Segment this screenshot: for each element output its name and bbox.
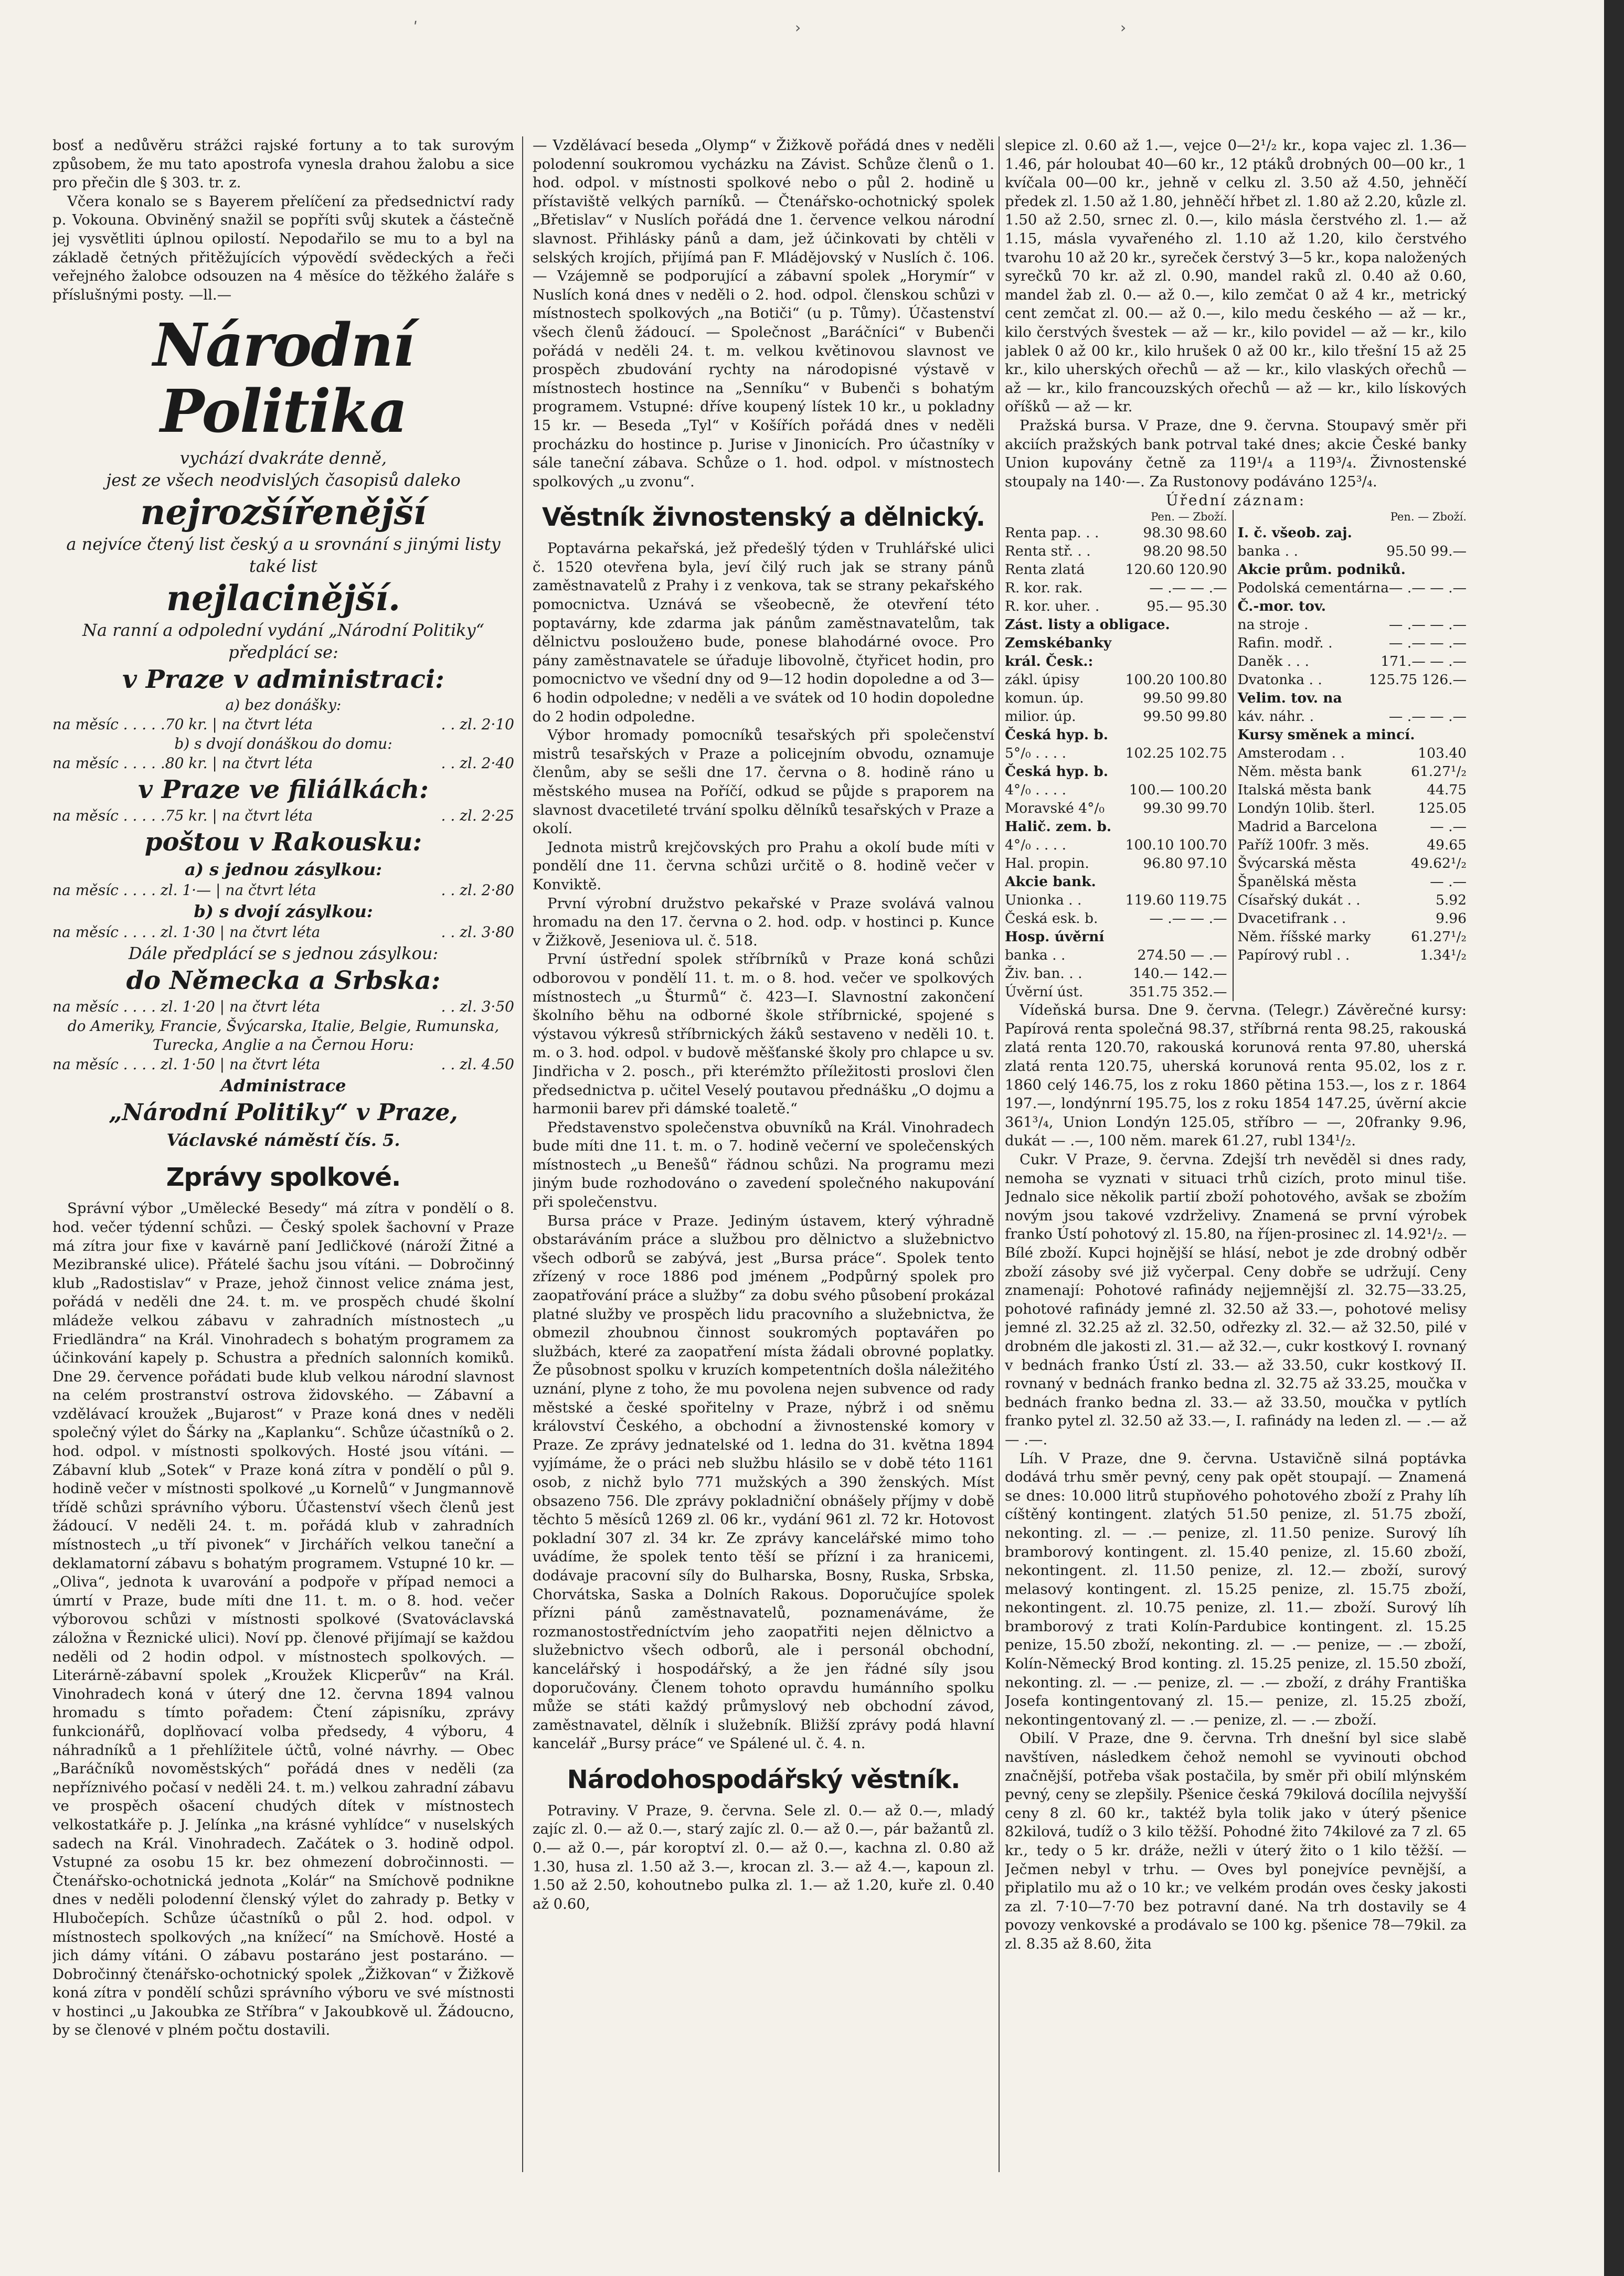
article-text: Líh. V Praze, dne 9. června. Ustavičně silná poptávka dodává trhu směr pevný, ceny pak opět stoupají. — Znamená se dnes: 10.000 litrů stupňového pohotového zboží z Prahy líh cíštěný kontingent. zlatých 51.50 penize, zl. 51.75 zboží, nekonting. zl. — .— penize, zl. 11.50 penize. Surový líh bramborový kontingent. zl. 15.40 penize, zl. 15.60 zboží, nekontingent. zl. 11.50 penize, zl. 12.— zboží, surový melasový kontingent. zl. 15.25 penize, zl. 15.75 zboží, nekontingent. zl. 10.75 penize, zl. 11.— zboží. Surový líh bramborový z trati Kolín-Pardubice kontingent. zl. 15.25 penize, 15.50 zboží, nekonting. zl. — .— penize, — .— zboží, Kolín-Německý Brod konting. zl. 15.25 penize, zl. 15.50 zboží, nekonting. zl. — .— penize, zl. — .— zboží, z dráhy Františka Josefa kontingentovaný zl. 15.— penize, zl. 15.25 zboží, nekontingentovaný zl. — .— penize, zl. — .— zboží. xyxy=(1005,1450,1467,1728)
table-row xyxy=(1238,652,1467,671)
table-cell-name: Zemskébanky xyxy=(1005,635,1112,652)
table-row xyxy=(1238,836,1467,854)
table-cell-name: komun. úp. xyxy=(1005,690,1084,707)
ad-subheading: b) s dvojí zásylkou: xyxy=(194,901,373,922)
table-cell-values: — .— — .— xyxy=(1388,635,1467,652)
table-cell-name: Něm. říšské marky xyxy=(1237,929,1371,945)
article-text: Potraviny. V Praze, 9. června. Sele zl. 0.— až 0.—, mladý zajíc zl. 0.— až 0.—, starý zajíc zl. 0.— až 0.—, pár bažantů zl. 0.— až 0.—, pár koroptví zl. 0.— až 0.—, kachna zl. 0.80 až 1.30, husa zl. 1.50 až 3.—, krocan zl. 3.— až 4.—, kapoun zl. 1.50 až 2.50, kohoutnebo pulka zl. 1.— až 1.20, kuře zl. 0.40 až 0.60, xyxy=(533,1802,994,1912)
table-cell-name: Renta zlatá xyxy=(1005,561,1085,578)
table-row xyxy=(1238,781,1467,799)
table-row xyxy=(1005,762,1227,781)
page-top-marks xyxy=(0,19,1606,40)
table-row xyxy=(1005,707,1227,726)
column-1 xyxy=(52,136,514,2172)
table-cell-values: 44.75 xyxy=(1427,782,1467,799)
table-cell-values: 125.75 126.— xyxy=(1368,672,1467,688)
table-row xyxy=(1005,817,1227,836)
ad-subheading: a) bez donášky: xyxy=(225,696,342,714)
exchange-table-right xyxy=(1233,510,1467,1001)
table-cell-name: Č.-mor. tov. xyxy=(1237,598,1326,615)
article-text: Jednota mistrů krejčovských pro Prahu a okolí bude míti v pondělí dne 11. června schůzi určitě o 8. hodině večer v Konviktě. xyxy=(533,838,994,893)
price-row: na měsíc . . . . .80 kr. | na čtvrt léta . . zl. 2·40 xyxy=(52,754,514,772)
table-cell-name: Dvacetifrank . . xyxy=(1237,910,1346,927)
table-cell-name: Paříž 100fr. 3 měs. xyxy=(1237,837,1370,854)
table-cell-name: Hal. propin. xyxy=(1005,855,1089,872)
column-rule xyxy=(999,136,1000,2172)
price-row: na měsíc . . . . .70 kr. | na čtvrt léta . . zl. 2·10 xyxy=(52,716,514,733)
ad-text: jest ze všech neodvislých časopisů daleko xyxy=(106,470,461,491)
table-cell-values: 5.92 xyxy=(1435,892,1467,909)
table-cell-name: Česká hyp. b. xyxy=(1005,727,1109,743)
article-text: Pražská bursa. V Praze, dne 9. června. Stoupavý směr při akciích pražských bank potrval také dnes; akcie České banky Union kupovány četně za 119¹/₄ a 119³/₄. Živnostenské stoupaly na 140·—. Za Rustonovy podáváno 125³/₄. xyxy=(1005,417,1467,490)
table-row xyxy=(1005,542,1227,560)
ad-heading: v Praze ve filiálkách: xyxy=(138,775,429,805)
table-row xyxy=(1005,560,1227,579)
table-row xyxy=(1238,634,1467,652)
table-cell-values: 95.50 99.— xyxy=(1386,543,1467,560)
table-cell-values: 103.40 xyxy=(1418,745,1467,762)
column-rule xyxy=(522,136,523,2172)
table-row xyxy=(1005,781,1227,799)
table-cell-name: milior. úp. xyxy=(1005,708,1076,725)
table-row xyxy=(1005,726,1227,744)
article-text: Včera konalo se s Bayerem přelíčení za předsednictví rady p. Vokouna. Obviněný snažil se popříti svůj skutek a částečně jej vysvětliti úplnou opilostí. Nepodařilo se mu to a byl na základě četných přitěžujících výpovědí svědeckých a řeči veřejného žalobce odsouzen na 4 měsíce do těžkého žaláře s příslušnými posty. —ll.— xyxy=(52,193,514,303)
table-row xyxy=(1238,671,1467,689)
table-cell-name: na stroje . xyxy=(1237,616,1309,633)
table-cell-values: 140.— 142.— xyxy=(1133,965,1227,982)
table-row xyxy=(1005,928,1227,946)
table-row xyxy=(1005,615,1227,634)
table-cell-values: 274.50 — .— xyxy=(1137,947,1227,964)
article-text: Správní výbor „Umělecké Besedy“ má zítra v pondělí o 8. hod. večer týdenní schůzi. — Český spolek šachovní v Praze má zítra jour fixe v kavárně paní Jedličkové (nároží Žitné a Mezibranské ulice). Přátelé šachu jsou vítáni. — Dobročinný klub „Radostislav“ v Praze, jehož činnost velice známa jest, pořádá v neděli dne 24. t. m. ve prospěch chudé školní mládeže velkou zábavu v zahradních místnostech „u Friedländra“ na Král. Vinohradech s bohatým programem za účinkování kapely p. Schustra a předních salonních komiků. Dne 29. července pořádati bude klub velkou národní slavnost na celém prostranství ostrova židovského. — Zábavní a vzdělávací kroužek „Bujarost“ v Praze koná dnes v neděli společný výlet do Šárky na „Kaplanku“. Schůze účastníků o 2. hod. odpol. v místnosti spolkových. Hosté jsou vítáni. — Zábavní klub „Sotek“ v Praze koná zítra v pondělí o půl 9. hodině večer v místnosti spolkové „u Kornelů“ v Jungmannově třídě schůzi správního výboru. Účastenství všech členů jest žádoucí. V neděli 24. t. m. pořádá klub v zahradních místnostech „u tří pivonek“ v Jirchářích velkou taneční a deklamatorní zábavu s bohatým programem. Vstupné 10 kr. — „Oliva“, jednota k uvarování a podpoře v případ nemoci a úmrtí v Praze, bude míti dne 11. t. m. o 8. hod. večer výborovou schůzi v místnosti spolkové (Svatováclavská záložna v Řeznické ulici). Noví pp. členové přijímají se každou neděli od 2 hodin odpol. v místnostech spolkových. — Literárně-zábavní spolek „Kroužek Klicperův“ na Král. Vinohradech koná v úterý dne 12. června 1894 valnou hromadu s tímto pořadem: Čtení zápisníku, zprávy funkcionářů, doplňovací volba předsedy, 4 výboru, 4 náhradníků a 1 přehlížitele účtů, volné návrhy. — Obec „Baráčníků novoměstských“ pořádá dnes v neděli (za nepříznivého počasí v neděli 24. t. m.) velkou zahradní zábavu ve prospěch ošacení chudých dítek v místnostech velkostatkáře p. J. Jelínka „na krásné vyhlídce“ v nuselských sadech na Král. Vinohradech. Začátek o 3. hodině odpol. Vstupné za osobu 15 kr. bez ohmezení dobročinnosti. — Čtenářsko-ochotnická jednota „Kolár“ na Smíchově podniknе dnes v neděli polodenní členský výlet do zahrady p. Betky v Hlubočepích. Schůze účastníků o půl 2. hod. odpol. v místnostech spolkových „na knížecí“ na Smíchově. Hosté a jich dámy vítáni. O zábavu postaráno jest postaráno. — Dobročinný čtenářsko-ochotnický spolek „Žižkovan“ v Žižkově koná zítra v pondělí schůzi správního výboru ve své místnosti v hostinci „u Jakoubka ze Stříbra“ v Jakoubkově ul. Žádoucno, by se členové v plném počtu dostavili. xyxy=(52,1200,514,2039)
table-cell-values: 99.50 99.80 xyxy=(1143,690,1227,707)
table-cell-values: — .— — .— xyxy=(1149,910,1227,927)
table-cell-name: Amsterodam . . xyxy=(1237,745,1345,762)
subscription-advertisement xyxy=(52,313,514,1151)
table-cell-name: Španělská města xyxy=(1237,874,1357,890)
table-row xyxy=(1238,597,1467,615)
table-row xyxy=(1238,524,1467,542)
table-row xyxy=(1005,873,1227,891)
table-cell-name: Švýcarská města xyxy=(1237,855,1356,872)
table-cell-values: 125.05 xyxy=(1418,800,1467,817)
top-mark: › xyxy=(795,19,801,36)
table-cell-values: — .— xyxy=(1430,818,1467,835)
ad-headline: nejrozšířenější xyxy=(140,492,427,533)
table-cell-name: káv. náhr. . xyxy=(1237,708,1314,725)
article-text: První ústřední spolek stříbrníků v Praze koná schůzi odborovou v pondělí 11. t. m. o 8. hod. večer ve spolkových místnostech „u Šturmů“ č. 423—I. Slavnostní zakončení školního běhu na odborné škole stříbrnické, spojené s výstavou výkresů stříbrnických žáků sestaveno v neděli 10. t. m. o 3. hod. odpol. v budově měšťanské školy pro chlapce u sv. Jindřicha v 2. posch., při kterémžto příležitosti proslovi člen předsednictva p. učitel Veselý poutavou přednášku „O dojmu a harmonii barev při dámské toaletě.“ xyxy=(533,951,994,1118)
price-row: na měsíc . . . . zl. 1·— | na čtvrt léta . . zl. 2·80 xyxy=(52,881,514,899)
table-row xyxy=(1238,928,1467,946)
table-cell-name: I. č. všeob. zaj. xyxy=(1237,525,1352,541)
ad-text: Dále předplácí se s jednou zásylkou: xyxy=(128,943,439,964)
table-cell-name: Hosp. úvěrní xyxy=(1005,929,1105,945)
table-cell-name: Madrid a Barcelona xyxy=(1237,818,1377,835)
table-cell-values: 99.30 99.70 xyxy=(1143,800,1227,817)
table-cell-values: 99.50 99.80 xyxy=(1143,708,1227,725)
ad-subheading: a) s jednou zásylkou: xyxy=(185,859,382,880)
table-row xyxy=(1005,836,1227,854)
table-cell-name: Dvatonka . . xyxy=(1237,672,1322,688)
table-cell-values: 1.34¹/₂ xyxy=(1419,947,1467,964)
table-cell-values: 100.10 100.70 xyxy=(1125,837,1227,854)
ad-text: do Ameriky, Francie, Švýcarska, Italie, Belgie, Rumunska, Turecka, Anglie a na Černou Horu: xyxy=(67,1017,500,1054)
table-cell-values: 49.65 xyxy=(1427,837,1467,854)
table-row xyxy=(1005,799,1227,817)
article-text: Obilí. V Praze, dne 9. června. Trh dnešní byl sice slabě navštíven, následkem čehož nemohl se vyvinouti obchod značnější, potřeba však postačila, by směr při obilí mlýnském pevný, ceny se zlepšily. Pšenice česká 79kilová docílila nejvyšší ceny 8 zl. 60 kr., taktéž byla tolik jako v úterý pšenice 82kilová, tudíž o 3 kilo těžší. Pohodné žito 74kilové za 7 zl. 65 kr., tedy o 5 kr. dráže, nežli v úterý žito o 1 kilo těžší. — Ječmen nebyl v trhu. — Oves byl ponejvíce pevnější, a připlatilo mu až o 10 kr.; ve velkém prodán oves česky jakosti za zl. 7·10—7·70 bez potravní dané. Na trh dostavily se 4 povozy venkovské a prodávalo se 100 kg. pšenice 78—79kil. za zl. 8.35 až 8.60, žita xyxy=(1005,1730,1467,1952)
price-row: na měsíc . . . . zl. 1·30 | na čtvrt léta . . zl. 3·80 xyxy=(52,923,514,941)
table-cell-name: R. kor. rak. xyxy=(1005,580,1083,597)
table-row xyxy=(1005,634,1227,652)
article-text: bosť a nedůvěru strážci rajské fortuny a to tak surovým způsobem, že mu tato apostrofa vynesla drahou žalobu a sice pro přečin dle § 303. tr. z. xyxy=(52,137,514,192)
table-cell-name: Londýn 10lib. šterl. xyxy=(1237,800,1375,817)
article-text: Cukr. V Praze, 9. června. Zdejší trh nevěděl si dnes rady, nemoha se vyznati v situaci trhů cizích, proto minul tiše. Jednalo sice několik partií zboží pohotového, avšak se zbožím novým jsou takové vzdrželivy. Znamená se první výrobek franko Ústí pohotový zl. 15.80, na říjen-prosinec zl. 14.92¹/₂. — Bílé zboží. Kupci hojnější se hlásí, nebot je zde drobný odběr zboží zásoby své již vyčerpal. Ceny dobře se udržují. Ceny znamenají: Pohotové rafinády nejjemnější zl. 32.75—33.25, pohotové rafinády jemné zl. 32.50 až 33.—, pohotové melisy jemné zl. 32.25 až zl. 32.50, odřezky zl. 32.— až 32.50, pilé v drobném dle jakosti zl. 31.— až 32.—, cukr kostkový I. rovnaný v bednách franko Ústí zl. 33.— až 33.50, cukr kostkový II. rovnaný v bednách franko bedna zl. 32.75 až 33.25, moučka v bednách franko bedna zl. 33.— až 33.50, moučka v pytlích franko pytel zl. 32.50 až 33.—, I. rafinády na leden zl. — .— až — .—. xyxy=(1005,1151,1467,1448)
ad-heading: poštou v Rakousku: xyxy=(144,827,422,857)
table-row xyxy=(1005,891,1227,909)
article-text: Poptavárna pekařská, jež předešlý týden v Truhlářské ulici č. 1520 otevřena byla, jeví čilý ruch jak se strany pánů zaměstnavatelů z Prahy i z venkova, tak se strany pekařského pomocnictva. Uznává se všeobecně, že otevření této poptavárny, kde zdarma jak pánům zaměstnavatelům, tak dělnictvu posloužено bude, ponese blahodárné ovoce. Pro pány zaměstnavatele se úřaduje libovolně, čtyřicet hodin, pro pomocnictvo ve všední dny od 9—12 hodin dopoledne a od 3—6 hodin odpoledne; v neděli a ve svátek od 10 hodin dopoledne do 2 hodin odpoledne. xyxy=(533,540,994,725)
table-row xyxy=(1238,560,1467,579)
price-row: na měsíc . . . . zl. 1·20 | na čtvrt léta . . zl. 3·50 xyxy=(52,998,514,1016)
table-cell-values: 100.20 100.80 xyxy=(1125,672,1227,688)
table-cell-name: Akcie prům. podniků. xyxy=(1237,561,1406,578)
section-title: Věstník živnostenský a dělnický. xyxy=(542,503,985,533)
table-row xyxy=(1238,615,1467,634)
article-text: Bursa práce v Praze. Jediným ústavem, který výhradně obstaráváním práce a službou pro dělnictvo a služebnictvo všech odborů se zabývá, jest „Bursa práce“. Spolek tento zřízený v roce 1886 pod jménem „Podpůrný spolek pro zaopatřování práce a služby“ za dobu svého působení prokázal platné služby ve prospěch lidu pracovního a služebnictva, že obmezil zhoubnou činnost soukromých poptavářen po službách, které za zaopatření místa žádali obrovné poplatky. Že působnost spolku v kruzích kompetentních došla náležitého uznání, plyne z toho, že mu povolena nejen subvence od rady městské a české spořitelny v Praze, nýbrž i od sněmu království Českého, a obchodní a živnostenské komory v Praze. Ze zprávy jednatelské od 1. ledna do 31. května 1894 vyjímáme, že o práci neb službu hlásilo se v době této 1161 osob, z nichž bylo 771 mužských a 390 ženských. Míst obsazeno 756. Dle zprávy pokladniční obnášely příjmy v době těchto 5 měsíců 1269 zl. 06 kr., vydání 961 zl. 72 kr. Hotovost pokladní 307 zl. 34 kr. Ze zprávy kancelářské mimo toho uvádíme, že spolek tento těší se přízní i za hranicemi, dodávaje pracovní síly do Bulharska, Bosny, Ruska, Srbska, Chorvátska, Saska a Dolních Rakous. Doporučujíce spolek přízni pánů zaměstnavatelů, poznamenáváme, že rozmanostostředníctvím jeho zaopatřiti nejen dělnictvo a služebnictvo všech odborů, ale i personál obchodní, kancelářský i hospodářský, a že jen řádné síly jsou doporučovány. Členem tohoto opravdu humánního spolku může se státi každý průmyslový neb obchodní závod, zaměstnavatel, dělník i služebník. Bližší zprávy podá hlavní kancelář „Bursy práce“ ve Spálené ul. č. 4. n. xyxy=(533,1212,994,1752)
table-cell-values: 61.27¹/₂ xyxy=(1410,929,1467,945)
table-cell-name: Italská města bank xyxy=(1237,782,1371,799)
table-row xyxy=(1238,707,1467,726)
table-row xyxy=(1238,762,1467,781)
table-cell-values: 49.62¹/₂ xyxy=(1410,855,1467,872)
price-row: na měsíc . . . . zl. 1·50 | na čtvrt léta . . zl. 4.50 xyxy=(52,1056,514,1073)
table-cell-name: Rafin. modř. . xyxy=(1237,635,1333,652)
table-row xyxy=(1005,579,1227,597)
article-text: slepice zl. 0.60 až 1.—, vejce 0—2¹/₂ kr., kopa vajec zl. 1.36—1.46, pár holoubat 40—60 kr., 12 ptáků drobných 00—00 kr., 1 kvíčala 00—00 kr., jehně v celku zl. 3.50 až 4.50, jehněčí předek zl. 1.50 až 1.80, jehněčí hřbet zl. 1.80 až 2.20, kůzle zl. 1.50 až 2.50, srnec zl. 0.—, kilo másla čerstvého zl. 1.— až 1.15, másla vyvařeného zl. 1.10 až 1.20, kilo čerstvého tvarohu 10 až 20 kr., syreček čerstvý 3—5 kr., kopa naložených syrečků 70 kr. až zl. 0.90, mandel raků zl. 0.40 až 0.60, mandel žab zl. 0.— až 0.—, kilo zemčat 0 až 4 kr., metrický cent zemčat zl. 00.— až 0.—, kilo medu českého — až — kr., kilo čerstvých švestek — až — kr., kilo povidel — až — kr., kilo jablek 0 až 00 kr., kilo hrušek 0 až 00 kr., kilo třešní 15 až 25 kr., kilo uherských ořechů — až — kr., kilo vlaských ořechů — až — kr., kilo francouzských ořechů — až — kr., kilo lískových oříšků — až — kr. xyxy=(1005,137,1467,416)
ad-text: a nejvíce čtený list český a u srovnání s jinými listy také list xyxy=(66,534,501,577)
table-cell-name: Česká esk. b. xyxy=(1005,910,1098,927)
ad-address: Václavské náměstí čís. 5. xyxy=(166,1130,400,1151)
table-cell-name: Akcie bank. xyxy=(1005,874,1096,890)
table-cell-name: Renta stř. . . xyxy=(1005,543,1091,560)
ad-heading: „Národní Politiky“ v Praze, xyxy=(109,1099,458,1126)
table-subheader: Pen. — Zboží. xyxy=(1151,510,1227,524)
table-row xyxy=(1005,652,1227,671)
article-text: Představenstvo společenstva obuvníků na Král. Vinohradech bude míti dne 11. t. m. o 7. hodině večerní ve společenských místnostech „u Benešů“ řádnou schůzi. Na programu mezi jiným bude rozhodováno o zavedení společného nakupování při společenstvu. xyxy=(533,1119,994,1211)
table-row xyxy=(1005,597,1227,615)
table-cell-values: — .— xyxy=(1430,874,1467,890)
table-cell-name: Úvěrní úst. xyxy=(1005,984,1084,1001)
table-row xyxy=(1005,671,1227,689)
table-cell-values: 171.— — .— xyxy=(1381,653,1467,670)
table-row xyxy=(1238,542,1467,560)
top-mark: › xyxy=(1120,19,1127,36)
table-cell-name: Daněk . . . xyxy=(1237,653,1309,670)
table-cell-name: R. kor. uher. . xyxy=(1005,598,1100,615)
ad-text: vychází dvakráte denně, xyxy=(179,448,387,469)
section-title: Národohospodářský věstník. xyxy=(567,1764,960,1794)
table-row xyxy=(1238,909,1467,928)
table-row xyxy=(1005,744,1227,762)
ad-text: Na ranní a odpolední vydání „Národní Politiky“ předplácí se: xyxy=(82,620,484,663)
table-cell-values: 98.20 98.50 xyxy=(1143,543,1227,560)
table-row xyxy=(1238,854,1467,873)
table-cell-name: Halič. zem. b. xyxy=(1005,818,1112,835)
table-row xyxy=(1005,854,1227,873)
table-cell-name: Velim. tov. na xyxy=(1237,690,1342,707)
column-2 xyxy=(533,136,994,2172)
table-cell-values: 95.— 95.30 xyxy=(1147,598,1227,615)
table-cell-values: 120.60 120.90 xyxy=(1125,561,1227,578)
table-cell-name: Kursy směnek a mincí. xyxy=(1237,727,1415,743)
article-text: Vídeňská bursa. Dne 9. června. (Telegr.) Závěrečné kursy: Papírová renta společná 98.37, stříbrná renta 98.25, rakouská zlatá renta 120.70, rakouská korunová renta 97.80, uherská zlatá renta 120.75, uherská korunová renta 95.02, los z r. 1860 celý 146.75, los z roku 1860 pětina 153.—, los z r. 1864 197.—, londýnrní 195.75, los z roku 1854 147.25, úvěrní akcie 361³/₄, Union Londýn 125.05, stříbro — —, 20franky 9.96, dukát — .—, 100 něm. marek 61.27, rubl 134¹/₂. xyxy=(1005,1002,1467,1150)
exchange-table xyxy=(1005,510,1467,1001)
table-cell-values: — .— — .— xyxy=(1388,616,1467,633)
table-cell-values: — .— — .— xyxy=(1149,580,1227,597)
table-cell-name: Renta pap. . . xyxy=(1005,525,1099,541)
table-row xyxy=(1238,891,1467,909)
table-cell-name: 4°/₀ . . . . xyxy=(1005,782,1067,799)
ad-subheading: Administrace xyxy=(220,1076,346,1096)
table-cell-values: 119.60 119.75 xyxy=(1125,892,1227,909)
table-cell-name: král. Česk.: xyxy=(1005,653,1094,670)
article-text: Výbor hromady pomocníků tesařských při společenství mistrů tesařských v Praze a policejním obvodu, oznamuje členům, aby se sešli dne 17. června o 8. hodině ráno u městského musea na Poříčí, odkud se půjde s praporem na slavnost dvacetileté trvání spolku dělníků tesařských v Praze a okolí. xyxy=(533,727,994,837)
table-row xyxy=(1238,689,1467,707)
table-row xyxy=(1238,799,1467,817)
table-cell-values: 9.96 xyxy=(1435,910,1467,927)
table-cell-name: Papírový rubl . . xyxy=(1237,947,1350,964)
table-cell-name: 4°/₀ . . . . xyxy=(1005,837,1067,854)
top-mark: ʹ xyxy=(413,19,418,36)
table-cell-name: 5°/₀ . . . . xyxy=(1005,745,1067,762)
ad-masthead: Národní Politika xyxy=(153,311,414,446)
table-cell-values: 351.75 352.— xyxy=(1129,984,1227,1001)
table-cell-values: — .— — .— xyxy=(1388,708,1467,725)
table-cell-name: banka . . xyxy=(1005,947,1066,964)
table-row xyxy=(1238,817,1467,836)
table-row xyxy=(1238,726,1467,744)
table-cell-name: Moravské 4°/₀ xyxy=(1005,800,1105,817)
table-row xyxy=(1005,689,1227,707)
table-cell-name: Unionka . . xyxy=(1005,892,1082,909)
table-row xyxy=(1005,909,1227,928)
ad-headline: nejlacinější. xyxy=(166,578,400,619)
table-cell-values: 98.30 98.60 xyxy=(1143,525,1227,541)
table-cell-name: Zást. listy a obligace. xyxy=(1005,616,1170,633)
table-cell-name: banka . . xyxy=(1237,543,1298,560)
table-row xyxy=(1005,983,1227,1001)
section-title: Zprávy spolkové. xyxy=(166,1163,401,1193)
article-text: První výrobní družstvo pekařské v Praze svolává valnou hromadu na den 17. června o 2. hod. odp. v hostinci p. Kunce v Žižkově, Jeseniova ul. č. 518. xyxy=(533,895,994,949)
table-cell-values: — .— — .— xyxy=(1388,580,1467,597)
exchange-table-left xyxy=(1005,510,1227,1001)
ad-subheading: b) s dvojí donáškou do domu: xyxy=(174,735,392,753)
table-cell-values: 100.— 100.20 xyxy=(1129,782,1227,799)
column-3 xyxy=(1005,136,1467,2172)
table-cell-values: 61.27¹/₂ xyxy=(1410,763,1467,780)
table-row xyxy=(1238,873,1467,891)
table-row xyxy=(1005,946,1227,964)
table-cell-name: Podolská cementárna xyxy=(1237,580,1389,597)
table-subheader: Pen. — Zboží. xyxy=(1390,510,1467,524)
table-cell-name: zákl. úpisy xyxy=(1005,672,1080,688)
table-cell-name: Císařský dukát . . xyxy=(1237,892,1361,909)
article-text: — Vzdělávací beseda „Olymp“ v Žižkově pořádá dnes v neděli polodenní soukromou vycházku na Závist. Schůze členů o 1. hod. odpol. v místnosti spolkové nebo o půl 2. hodině u přístaviště velkých parníků. — Čtenářsko-ochotnický spolek „Břetislav“ v Nuslích pořádá dne 1. července velkou národní slavnost. Přihlásky pánů a dam, jež účinkovati by chtěli v selských krojích, přijímá pan F. Mládějovský v Nuslích č. 106. — Vzájemně se podporující a zábavní spolek „Horymír“ v Nuslích koná dnes v neděli o 2. hod. odpol. členskou schůzi v místnostech spolkových „na Botiči“ (u p. Tůmy). Účastenství všech členů žádoucí. — Společnost „Baráčníci“ v Bubenči pořádá v neděli 24. t. m. velkou květinovou slavnost ve prospěch zbudování rychty na národopisné výstavě v místnostech hostince na „Senníku“ v Bubenči s bohatým programem. Vstupné: dříve koupený lístek 10 kr., u pokladny 15 kr. — Beseda „Tyl“ v Košířích pořádá dnes v neděli procházku do hostince p. Jurise v Jinonicích. Pro účastníky v sále taneční zábava. Schůze o 1. hod. odpol. v místnostech spolkových „u zvonu“. xyxy=(533,137,994,490)
ad-heading: v Praze v administraci: xyxy=(122,665,444,695)
table-row xyxy=(1238,946,1467,964)
table-cell-name: Živ. ban. . . xyxy=(1005,965,1082,982)
table-row xyxy=(1238,744,1467,762)
price-row: na měsíc . . . . .75 kr. | na čtvrt léta . . zl. 2·25 xyxy=(52,807,514,825)
table-cell-name: Česká hyp. b. xyxy=(1005,763,1109,780)
table-title: Úřední záznam: xyxy=(1165,492,1306,509)
table-cell-values: 96.80 97.10 xyxy=(1143,855,1227,872)
ad-heading: do Německa a Srbska: xyxy=(126,966,441,996)
table-cell-values: 102.25 102.75 xyxy=(1125,745,1227,762)
table-row xyxy=(1005,524,1227,542)
page-edge-shadow xyxy=(1604,0,1624,2276)
table-row xyxy=(1005,964,1227,983)
table-row xyxy=(1238,579,1467,597)
table-cell-name: Něm. města bank xyxy=(1237,763,1362,780)
